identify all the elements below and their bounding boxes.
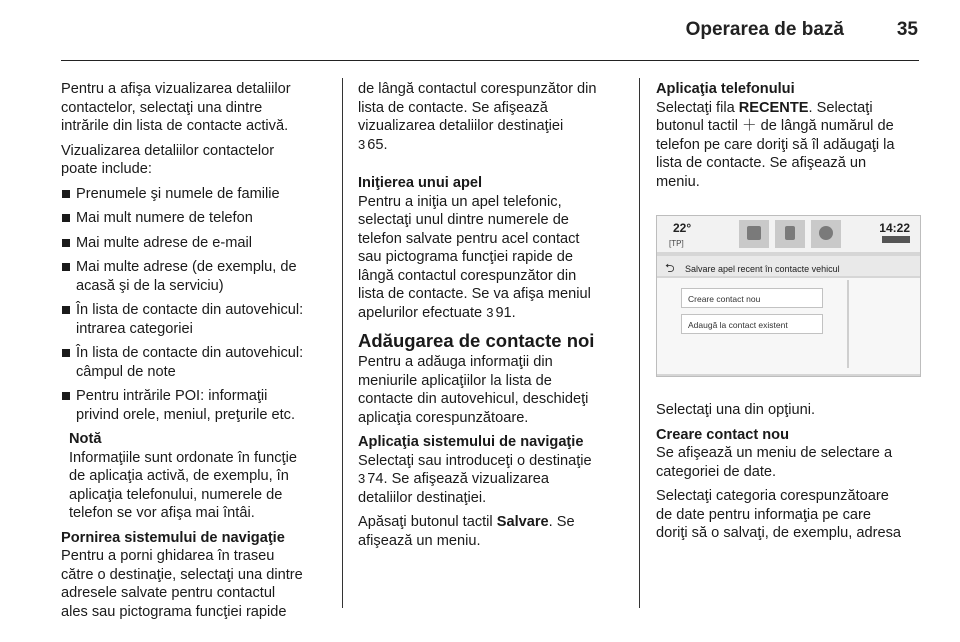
text-line: Pentru intrările POI: informaţii <box>76 388 268 404</box>
text-line: lista de contacte. Se va afişa meniul <box>358 286 591 302</box>
subheading: Pornirea sistemului de navigaţie <box>61 529 285 546</box>
text-line: către o destinaţie, selectaţi una dintre <box>61 566 303 583</box>
text-line: Pentru a adăuga informaţii din <box>358 354 553 370</box>
text-line: Mai multe adrese (de exemplu, de <box>76 259 297 275</box>
text-line: În lista de contacte din autovehicul: <box>76 345 304 361</box>
text-line: . Se <box>548 514 575 530</box>
section-title: Adăugarea de contacte noi <box>358 330 595 351</box>
note-title: Notă <box>69 431 102 447</box>
text-line: de aplicaţia activă, de exemplu, în <box>69 468 289 484</box>
subheading: Creare contact nou <box>656 426 789 443</box>
button-name: Salvare <box>496 514 549 530</box>
lead-paragraph <box>61 142 329 179</box>
subheading: Aplicaţia telefonului <box>656 81 795 97</box>
category-paragraph <box>656 487 924 543</box>
text-line: lista de contacte. Se afişează <box>358 99 548 116</box>
text-line: Prenumele şi numele de familie <box>76 185 280 202</box>
navapp-paragraph <box>358 433 626 507</box>
text-line: vizualizarea detaliilor destinaţiei <box>358 118 564 134</box>
page-ref-icon: 3 <box>358 136 366 152</box>
text-line: . Selectaţi <box>808 99 873 116</box>
page-ref: 74. Se afişează vizualizarea <box>367 471 549 487</box>
tp-indicator: [TP] <box>669 239 684 248</box>
tab-name: RECENTE <box>738 99 809 116</box>
detail-list <box>61 185 329 425</box>
text-line: Pentru a iniţia un apel telefonic, <box>358 193 562 210</box>
call-paragraph <box>358 174 626 322</box>
text-line: Mai multe adrese de e-mail <box>76 234 253 251</box>
info-icon <box>819 226 833 240</box>
text-line: Selectaţi categoria corespunzătoare <box>656 488 889 504</box>
text-line: afişează un meniu. <box>358 532 481 549</box>
text-line: Mai mult numere de telefon <box>76 210 253 226</box>
add-paragraph <box>358 353 626 427</box>
note-block <box>61 430 329 523</box>
subheading: Aplicaţia sistemului de navigaţie <box>358 434 584 450</box>
intro-paragraph <box>61 80 329 136</box>
text-line: telefon salvate pentru acel contact <box>358 230 580 247</box>
phone-icon <box>785 226 795 240</box>
signal-battery-icon <box>882 236 910 243</box>
text-line: detaliilor destinaţiei. <box>358 489 487 506</box>
text-line: intrarea categoriei <box>76 320 193 337</box>
subheading: Iniţierea unui apel <box>358 175 483 191</box>
list-item <box>61 301 329 338</box>
header-rule <box>61 60 919 61</box>
phone-paragraph <box>656 80 924 191</box>
text-line: aplicaţia corespunzătoare. <box>358 409 529 426</box>
text-line: Informaţiile sunt ordonate în funcţie <box>69 449 297 466</box>
list-item <box>61 209 329 228</box>
column-1 <box>61 80 329 627</box>
bullet-icon <box>62 214 70 222</box>
text-line: adresele salvate pentru contactul <box>61 585 276 601</box>
page-header-title: Operarea de bază <box>685 19 844 40</box>
column-2 <box>358 80 626 556</box>
page-ref: 91. <box>495 304 516 321</box>
create-contact-button: Creare contact nou <box>681 288 823 308</box>
bullet-icon <box>62 349 70 357</box>
text-line: Pentru a afişa vizualizarea detaliilor <box>61 81 291 97</box>
list-item <box>61 387 329 424</box>
text-line: contacte din autovehicul, deschideţi <box>358 391 589 407</box>
text-line: ales sau pictograma funcţiei rapide <box>61 603 287 620</box>
text-line: poate include: <box>61 161 152 177</box>
infotainment-screenshot <box>656 215 921 377</box>
list-item <box>61 234 329 253</box>
list-item <box>61 258 329 295</box>
text-line: Selectaţi una din opţiuni. <box>656 402 816 418</box>
text-line: butonul tactil ＋ de lângă numărul de <box>656 118 894 134</box>
text-line: doriţi să o salvaţi, de exemplu, adresa <box>656 525 901 541</box>
text-line: sau pictograma funcţiei rapide de <box>358 249 573 265</box>
text-line: lângă contactul corespunzător din <box>358 267 577 284</box>
navigation-icon <box>747 226 761 240</box>
temperature-readout: 22° <box>673 221 692 235</box>
column-3 <box>656 80 924 549</box>
text-line: telefon se vor afişa mai întâi. <box>69 505 255 521</box>
text-line: contactelor, selectaţi una dintre <box>61 99 263 116</box>
bullet-icon <box>62 190 70 198</box>
text-line: categoriei de date. <box>656 463 777 480</box>
text-line: apelurilor efectuate <box>358 304 483 321</box>
text-line: privind orele, meniul, preţurile etc. <box>76 406 296 423</box>
text-line: aplicaţia telefonului, numerele de <box>69 486 283 503</box>
bullet-icon <box>62 306 70 314</box>
text-line: Apăsaţi butonul tactil <box>358 514 493 530</box>
clock-readout: 14:22 <box>879 221 910 235</box>
text-line: selectaţi unul dintre numerele de <box>358 212 569 228</box>
text-line: de date pentru informaţia pe care <box>656 506 871 523</box>
bullet-icon <box>62 239 70 247</box>
page-ref-icon: 3 <box>486 304 494 320</box>
column-divider <box>342 78 343 608</box>
page-number: 35 <box>896 19 918 40</box>
bullet-icon <box>62 263 70 271</box>
text-line: Se afişează un meniu de selectare a <box>656 445 893 461</box>
select-paragraph <box>656 401 924 420</box>
text-line: În lista de contacte din autovehicul: <box>76 302 304 318</box>
add-to-existing-contact-button: Adaugă la contact existent <box>681 314 823 334</box>
text-line: Selectaţi fila <box>656 99 735 116</box>
column-divider <box>639 78 640 608</box>
text-line: Vizualizarea detaliilor contactelor <box>61 142 275 159</box>
nav-paragraph <box>61 529 329 622</box>
page-ref-icon: 3 <box>358 471 366 486</box>
create-paragraph <box>656 426 924 482</box>
text-line: acasă şi de la serviciu) <box>76 277 224 294</box>
menu-title: Salvare apel recent în contacte vehicul <box>685 264 840 274</box>
text-line: telefon pe care doriţi să îl adăugaţi la <box>656 136 895 153</box>
text-line: Selectaţi sau introduceţi o destinaţie <box>358 452 592 469</box>
text-line: intrările din lista de contacte activă. <box>61 118 289 134</box>
text-line: meniurile aplicaţiilor la lista de <box>358 372 552 389</box>
text-line: meniu. <box>656 173 700 190</box>
scroll-divider <box>847 280 849 368</box>
bullet-icon <box>62 392 70 400</box>
text-line: lista de contacte. Se afişează un <box>656 155 867 171</box>
text-line: Pentru a porni ghidarea în traseu <box>61 548 275 564</box>
text-line: câmpul de note <box>76 363 176 380</box>
page-ref: 65. <box>367 136 388 153</box>
list-item <box>61 344 329 381</box>
list-item <box>61 185 329 204</box>
continued-paragraph <box>358 80 626 154</box>
press-paragraph <box>358 513 626 550</box>
back-arrow-icon: ⮌ <box>665 261 675 275</box>
text-line: de lângă contactul corespunzător din <box>358 81 597 97</box>
